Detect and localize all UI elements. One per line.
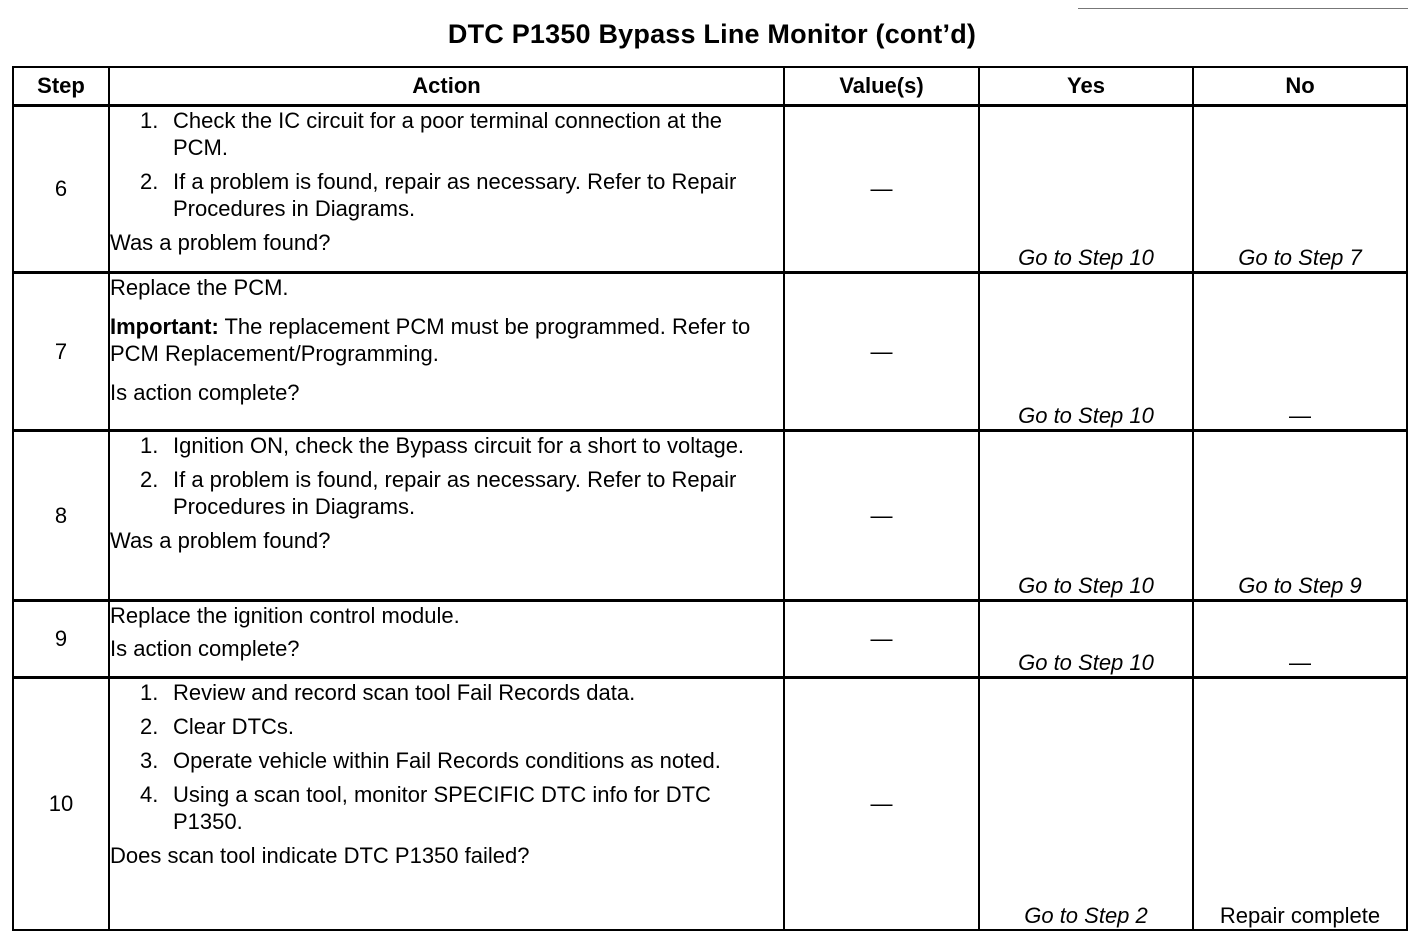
- table-row: [13, 601, 1407, 678]
- table-row: [13, 106, 1407, 273]
- diagnostic-table: [12, 66, 1408, 931]
- action-cell: [109, 678, 784, 930]
- action-text: Replace the PCM.: [110, 275, 289, 300]
- action-list: [110, 679, 783, 835]
- action-question: Is action complete?: [110, 380, 300, 405]
- header-step: Step: [13, 67, 109, 106]
- list-item: 4. Using a scan tool, monitor SPECIFIC DTC info for DTC P1350.: [140, 782, 711, 834]
- list-item: 1. Review and record scan tool Fail Records data.: [140, 680, 636, 705]
- table-row: [13, 678, 1407, 930]
- action-text: Replace the ignition control module.: [110, 603, 460, 628]
- important-note: [110, 313, 783, 367]
- yes-cell: Go to Step 10: [979, 601, 1193, 678]
- yes-cell: Go to Step 10: [979, 106, 1193, 273]
- page-title: DTC P1350 Bypass Line Monitor (cont’d): [447, 19, 977, 49]
- header-values: Value(s): [784, 67, 979, 106]
- yes-cell: Go to Step 2: [979, 678, 1193, 930]
- no-cell: Go to Step 7: [1193, 106, 1407, 273]
- action-question: Was a problem found?: [110, 528, 331, 553]
- yes-cell: Go to Step 10: [979, 273, 1193, 431]
- important-label: Important:: [110, 314, 219, 339]
- action-cell: [109, 431, 784, 601]
- action-question: Is action complete?: [110, 636, 300, 661]
- action-cell: [109, 601, 784, 678]
- header-no: No: [1193, 67, 1407, 106]
- top-rule: [1078, 8, 1408, 9]
- no-cell: —: [1193, 273, 1407, 431]
- action-list: [110, 107, 783, 222]
- header-yes: Yes: [979, 67, 1193, 106]
- no-cell: Go to Step 9: [1193, 431, 1407, 601]
- step-number: 8: [13, 431, 109, 601]
- list-item: 1. Ignition ON, check the Bypass circuit for a short to voltage.: [140, 433, 745, 458]
- value-cell: —: [784, 678, 979, 930]
- step-number: 6: [13, 106, 109, 273]
- step-number: 10: [13, 678, 109, 930]
- step-number: 7: [13, 273, 109, 431]
- action-question: Does scan tool indicate DTC P1350 failed?: [110, 843, 530, 868]
- value-cell: —: [784, 431, 979, 601]
- list-item: 1. Check the IC circuit for a poor terminal connection at the PCM.: [140, 108, 723, 160]
- action-question: Was a problem found?: [110, 230, 331, 255]
- list-item: 2. If a problem is found, repair as necessary. Refer to Repair Procedures in Diagrams.: [140, 169, 737, 221]
- list-item: 3. Operate vehicle within Fail Records conditions as noted.: [140, 748, 721, 773]
- table-row: [13, 273, 1407, 431]
- no-cell: —: [1193, 601, 1407, 678]
- action-cell: [109, 273, 784, 431]
- list-item: 2. Clear DTCs.: [140, 714, 295, 739]
- header-row: [13, 67, 1407, 106]
- list-item: 2. If a problem is found, repair as necessary. Refer to Repair Procedures in Diagrams.: [140, 467, 737, 519]
- step-number: 9: [13, 601, 109, 678]
- value-cell: —: [784, 106, 979, 273]
- action-cell: [109, 106, 784, 273]
- important-text: The replacement PCM must be programmed. Refer to PCM Replacement/Programming.: [110, 314, 751, 366]
- value-cell: —: [784, 601, 979, 678]
- table-row: [13, 431, 1407, 601]
- value-cell: —: [784, 273, 979, 431]
- no-cell: Repair complete: [1193, 678, 1407, 930]
- yes-cell: Go to Step 10: [979, 431, 1193, 601]
- action-list: [110, 432, 783, 520]
- header-action: Action: [109, 67, 784, 106]
